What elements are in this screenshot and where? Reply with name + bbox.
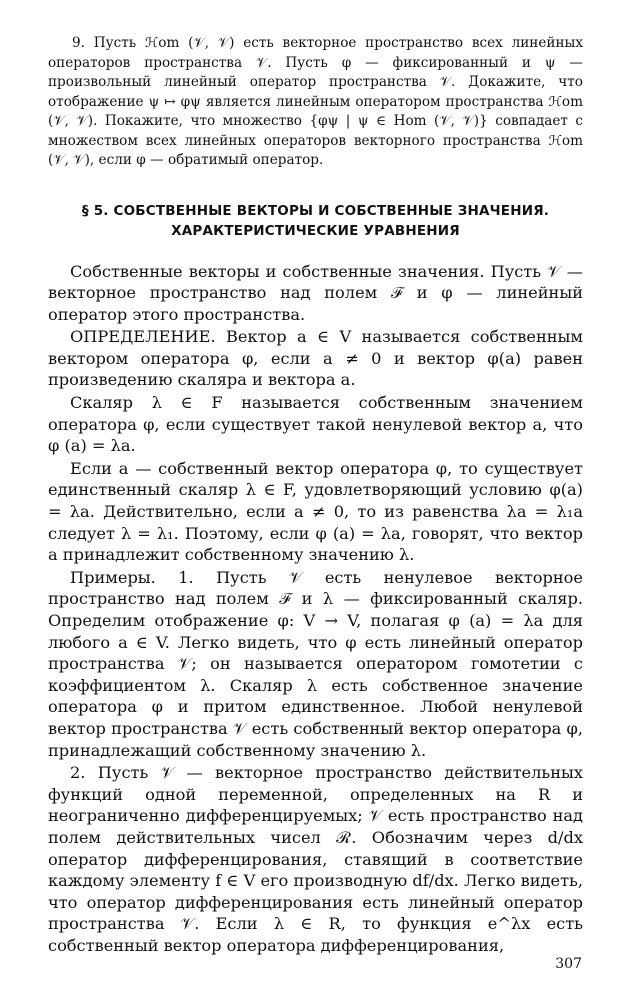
paragraph-example-1: Примеры. 1. Пусть 𝒱 есть ненулевое векторное пространство над полем ℱ и λ — фиксированный скаляр. Определим отображение φ: V → V, полагая φ (a) = λa для любого a ∈ V. Легко видеть, что φ есть линейный оператор пространства 𝒱; он называется оператором гомотетии с коэффициентом λ. Скаляр λ есть собственное значение оператора φ и притом единственное. Любой ненулевой вектор пространства 𝒱 есть собственный вектор оператора φ, принадлежащий собственному значению λ.: [48, 567, 583, 760]
paragraph-example-2: 2. Пусть 𝒱 — векторное пространство действительных функций одной переменной, определенных на R и неограниченно дифференцируемых; 𝒱 есть пространство над полем действительных чисел ℛ. Обозначим через d/dx оператор дифференцирования, ставящий в соответствие каждому элементу f ∈ V его производную df/dx. Легко видеть, что оператор дифференцирования есть линейный оператор пространства 𝒱. Если λ ∈ R, то функция e^λx есть собственный вектор оператора дифференцирования,: [48, 763, 583, 955]
section-title-line-1: § 5. СОБСТВЕННЫЕ ВЕКТОРЫ И СОБСТВЕННЫЕ ЗНАЧЕНИЯ.: [81, 202, 550, 219]
exercise-9: 9. Пусть ℋom (𝒱, 𝒱) есть векторное пространство всех линейных операторов пространства 𝒱. Пусть φ — фиксированный и ψ — произвольный линейный оператор пространства 𝒱. Докажите, что отображение ψ ↦ φψ является линейным оператором пространства ℋom (𝒱, 𝒱). Покажите, что множество {φψ | ψ ∈ Hom (𝒱, 𝒱)} совпадает с множеством всех линейных операторов векторного пространства ℋom (𝒱, 𝒱), если φ — обратимый оператор.: [48, 35, 583, 168]
section-heading: [48, 201, 583, 241]
paragraph-intro: Собственные векторы и собственные значения. Пусть 𝒱 — векторное пространство над полем ℱ и φ — линейный оператор этого пространства.: [48, 261, 583, 324]
body-text: [48, 261, 583, 957]
paragraph-definition: ОПРЕДЕЛЕНИЕ. Вектор a ∈ V называется собственным вектором оператора φ, если a ≠ 0 и вектор φ(a) равен произведению скаляра и вектора a.: [48, 327, 583, 390]
section-title-line-2: ХАРАКТЕРИСТИЧЕСКИЕ УРАВНЕНИЯ: [171, 222, 460, 239]
exercise-block: [48, 34, 583, 171]
page-number: 307: [555, 956, 582, 972]
page-content: [48, 34, 583, 957]
paragraph-eigenvalue: Скаляр λ ∈ F называется собственным значением оператора φ, если существует такой ненулевой вектор a, что φ (a) = λa.: [48, 393, 583, 456]
paragraph-uniqueness: Если a — собственный вектор оператора φ, то существует единственный скаляр λ ∈ F, удовлетворяющий условию φ(a) = λa. Действительно, если a ≠ 0, то из равенства λa = λ₁a следует λ = λ₁. Поэтому, если φ (a) = λa, говорят, что вектор a принадлежит собственному значению λ.: [48, 458, 583, 565]
